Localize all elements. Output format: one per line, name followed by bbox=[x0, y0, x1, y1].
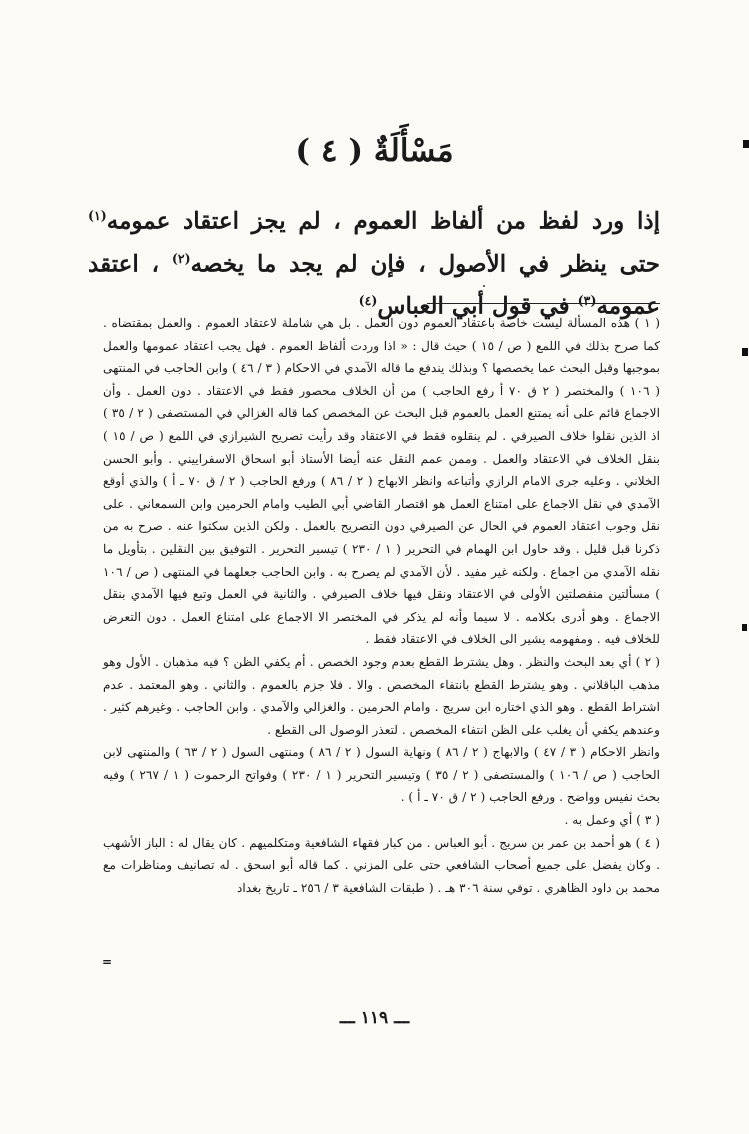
footnote-1: ( ١ ) هذه المسألة ليست خاصة باعتقاد العموم دون العمل . بل هي شاملة لاعتقاد العموم . والعمل بمقتضاه . كما صرح بذلك في اللمع ( ص / ١٥ ) حيث قال : « اذا وردت ألفاظ العموم . فهل يجب اعتقاد عمومها والعمل بموجبها وقبل البحث عما يخصصها ؟ وبذلك يندفع ما قاله الآمدي في الاحكام ( ٣ / ٤٦ ) وابن الحاجب في المنتهى ( ١٠٦ ) والمختصر ( ٢ ق ٧٠ أ رفع الحاجب ) من أن الخلاف محصور فقط في الاعتقاد . دون العمل . وأن الاجماع قائم على أنه يمتنع العمل بالعموم قبل البحث عن المخصص كما قاله الغزالي في المستصفى ( ٢ / ٣٥ ) اذ الذين نقلوا خلاف الصيرفي . لم ينقلوه فقط في الاعتقاد وقد رأيت تصريح الشيرازي في اللمع ( ص / ١٥ ) بنقل الخلاف في الاعتقاد والعمل . وممن عمم النقل عنه أيضا الأستاذ أبو اسحاق الاسفراييني . وأبو الحسن الخلاني . وعليه جرى الامام الرازي وأتباعه وانظر الابهاج ( ٢ / ٨٦ ) ورفع الحاجب ( ٢ / ق ٧٠ ـ أ ) والذي أوقع الآمدي في نقل الاجماع على امتناع العمل هو اقتصار القاضي أبي الطيب وامام الحرمين وابن السمعاني . على نقل وجوب اعتقاد العموم في الحال عن الصيرفي دون التصريح بالعمل . ولكن الذين سكتوا عنه . صرح به من ذكرنا قبل قليل . وقد حاول ابن الهمام في التحرير ( ١ / ٢٣٠ ) تيسير التحرير . التوفيق بين النقلين . بتأويل ما نقله الآمدي من اجماع . ولكنه غير مفيد . لأن الآمدي لم يصرح به . وابن الحاجب جعلهما في المنتهى ( ص / ١٠٦ ) مسألتين منفصلتين الأولى في الاعتقاد ونقل فيها خلاف الصيرفي . والثانية في العمل وتبع فيها الآمدي بنقل الاجماع . وهو أدرى بكلامه . لا سيما وأنه لم يذكر في المختصر الا الاجماع على امتناع العمل . دون التعرض للخلاف فيه . ومفهومه يشير الى الخلاف في الاعتقاد فقط . bbox=[103, 316, 660, 647]
footnote-4: ( ٤ ) هو أحمد بن عمر بن سريج . أبو العباس . من كبار فقهاء الشافعية ومتكلميهم . كان يقال له : الباز الأشهب . وكان يفضل على جميع أصحاب الشافعي حتى على المزني . كما قاله أبو اسحق . له تصانيف ومناظرات مع محمد بن داود الظاهري . توفي سنة ٣٠٦ هـ . ( طبقات الشافعية ٣ / ٢٥٦ ـ تاريخ بغداد bbox=[103, 835, 660, 895]
margin-mark bbox=[742, 348, 748, 356]
issue-heading: مَسْأَلَةٌ ( ٤ ) bbox=[295, 133, 454, 169]
footnote-2: ( ٢ ) أي بعد البحث والنظر . وهل يشترط القطع بعدم وجود الخصص . أم يكفي الظن ؟ فيه مذهبان . الأول وهو مذهب الباقلاني . وهو يشترط القطع بانتفاء المخصص . والا . فلا جزم بالعموم . والثاني . وهو المعتمد . عدم اشتراط القطع . وهو الذي اختاره ابن سريج . وامام الحرمين . والغزالي والآمدي . وابن الحاجب . وغيرهم كثير . وعندهم يكفي أن يغلب على الظن انتفاء المخصص . لتعذر الوصول الى القطع . bbox=[103, 654, 660, 737]
continuation-mark: = bbox=[102, 955, 113, 969]
page-number: ـــ ١١٩ ـــ bbox=[339, 1008, 410, 1028]
footnote-3: ( ٣ ) أي وعمل به . bbox=[564, 813, 660, 828]
footnotes bbox=[103, 312, 660, 899]
footnote-2-references: وانظر الاحكام ( ٣ / ٤٧ ) والابهاج ( ٢ / ٨٦ ) ونهاية السول ( ٢ / ٨٦ ) ومنتهى السول ( ٢ / ٦٣ ) والمنتهى لابن الحاجب ( ص / ١٠٦ ) والمستصفى ( ٢ / ٣٥ ) وتيسير التحرير ( ١ / ٢٣٠ ) وفواتح الرحموت ( ١ / ٢٦٧ ) وفيه بحث نفيس وواضح . ورفع الحاجب ( ٢ / ق ٧٠ ـ أ ) . bbox=[103, 745, 661, 805]
issue-statement: إذا ورد لفظ من ألفاظ العموم ، لم يجز اعتقاد عمومه$^{(١)}$ حتى ينظر في الأصول ، فإن لم يجد ما يخصه$^{(٢)}$ ، اعتقد عمومه$^{(٣)}$ في قول أبي العباس$^{(٤)}$ bbox=[88, 207, 660, 320]
footnote-separator bbox=[427, 303, 660, 304]
margin-mark bbox=[742, 624, 747, 631]
